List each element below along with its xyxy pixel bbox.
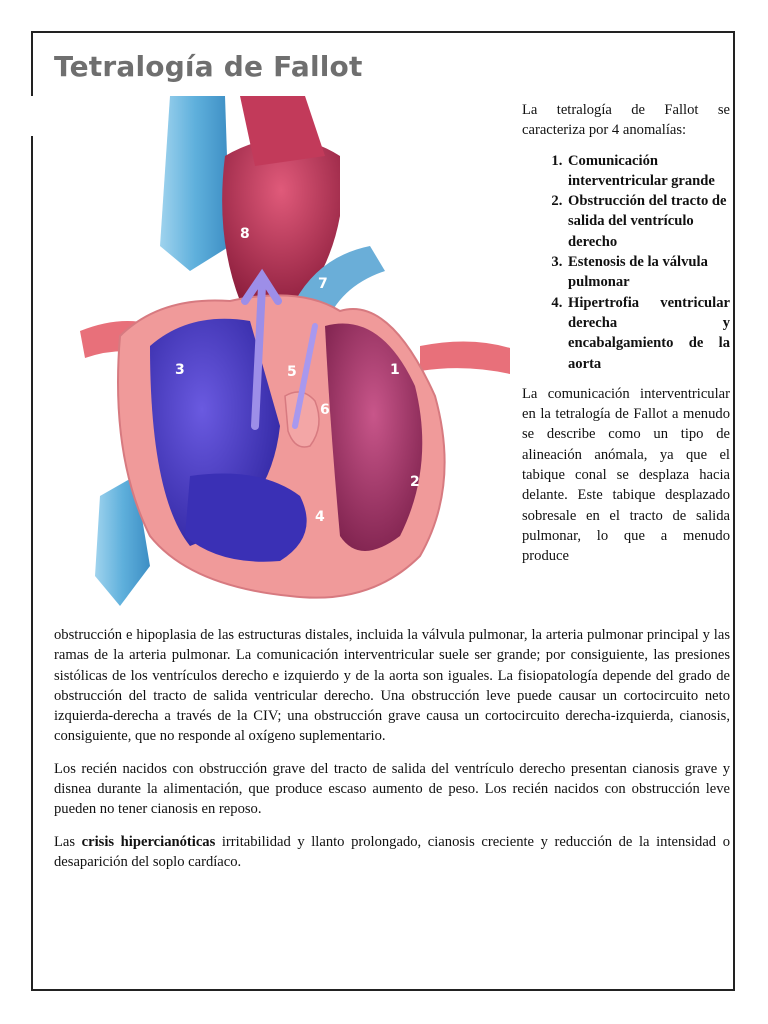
paragraph-3 <box>54 832 730 873</box>
paragraph-1-start: La comunicación interventricular en la tetralogía de Fallot a menudo se describe como un tipo de alineación anómala, ya que el tabique conal se desplaza hacia delante. Este tabique desplazado sobresale en el tracto de salida pulmonar, lo que a menudo produce <box>522 385 730 565</box>
body-text <box>54 625 730 884</box>
anomaly-list <box>522 151 730 374</box>
intro-text: La tetralogía de Fallot se caracteriza por 4 anomalías: <box>522 102 730 139</box>
anomaly-item: 1. Comunicación interventricular grande <box>566 151 730 192</box>
label-3: 3 <box>175 362 185 378</box>
heart-illustration <box>40 96 510 621</box>
label-7: 7 <box>318 276 328 292</box>
anomaly-item: 2. Obstrucción del tracto de salida del ventrículo derecho <box>566 191 730 252</box>
paragraph-3-prefix: Las <box>54 833 82 850</box>
anomaly-item: 4. Hipertrofia ventricular derecha y encabalgamiento de la aorta <box>566 293 730 374</box>
label-5: 5 <box>287 364 297 380</box>
pulmonary-artery-right <box>420 341 510 374</box>
label-6: 6 <box>320 402 330 418</box>
anomaly-item: 3. Estenosis de la válvula pulmonar <box>566 252 730 293</box>
paragraph-3-rest: irritabilidad y llanto prolongado, cianosis creciente y reducción de la intensidad o desaparición del soplo cardíaco. <box>54 833 730 870</box>
border-gap <box>28 96 36 136</box>
paragraph-1-continued: obstrucción e hipoplasia de las estructuras distales, incluida la válvula pulmonar, la arteria pulmonar principal y las ramas de la arteria pulmonar. La comunicación interventricular suele ser grande; por consiguiente, las presiones sistólicas de los ventrículos derecho e izquierdo y de la aorta son iguales. La fisiopatología depende del grado de obstrucción del tracto de salida ventricular derecho. Una obstrucción leve puede causar un cortocircuito neto izquierda-derecha a través de la CIV; una obstrucción grave causa un cortocircuito derecha-izquierda, cianosis, consiguiente, que no responde al oxígeno suplementario. <box>54 627 730 745</box>
label-8: 8 <box>240 226 250 242</box>
paragraph-3-bold: crisis hipercianóticas <box>81 833 216 850</box>
page-title: Tetralogía de Fallot <box>54 50 363 83</box>
paragraph-2: Los recién nacidos con obstrucción grave del tracto de salida del ventrículo derecho presentan cianosis grave y disnea durante la alimentación, que produce escaso aumento de peso. Los recién nacidos con obstrucción leve pueden no tener cianosis en reposo. <box>54 760 730 818</box>
side-column <box>522 100 730 567</box>
superior-vena-cava <box>160 96 230 271</box>
aorta-top <box>240 96 325 166</box>
label-4: 4 <box>315 509 325 525</box>
label-2: 2 <box>410 474 420 490</box>
label-1: 1 <box>390 362 400 378</box>
